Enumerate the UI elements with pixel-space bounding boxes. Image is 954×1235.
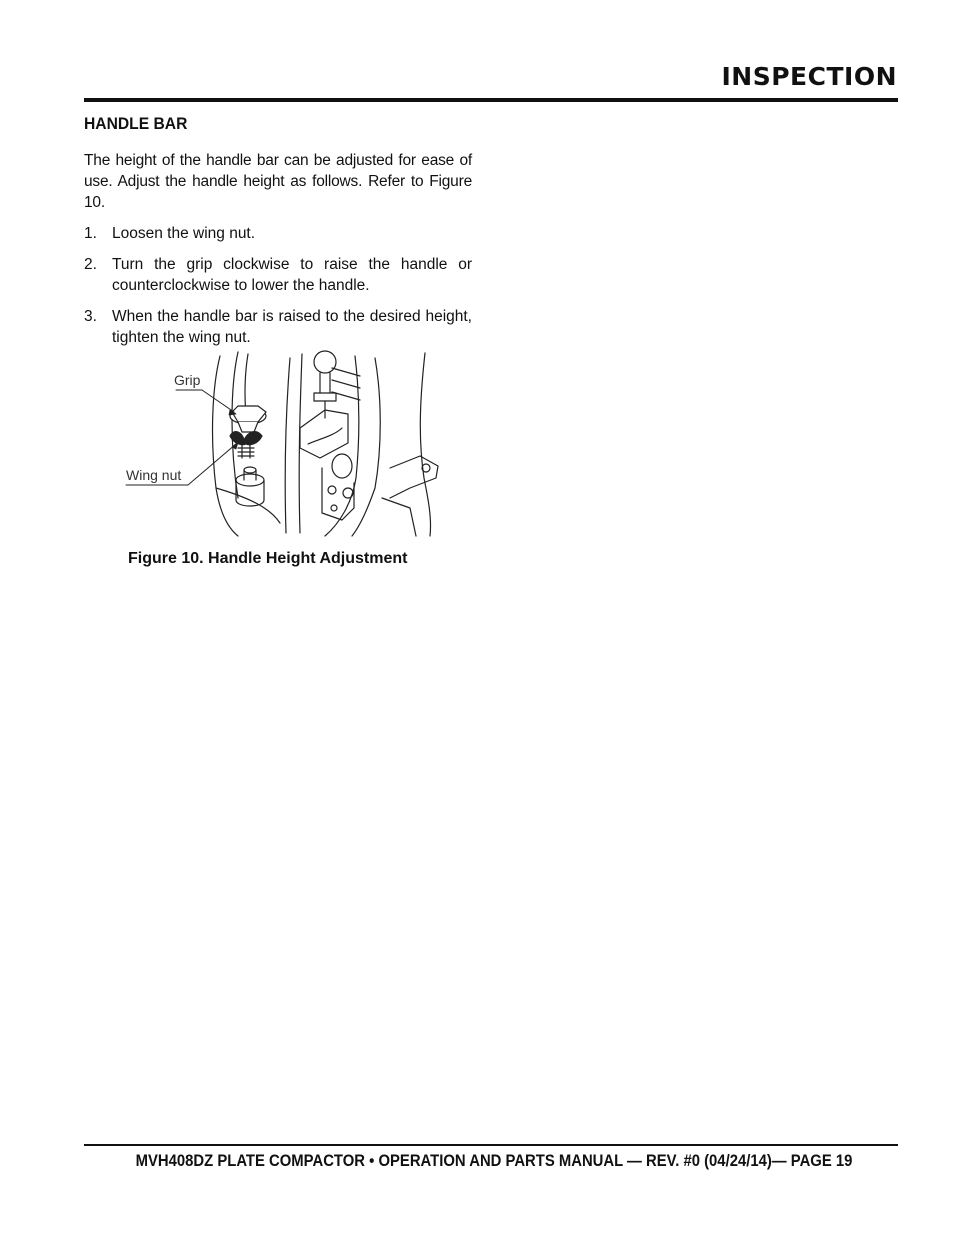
page-title: INSPECTION [721, 62, 897, 91]
step-number: 3. [84, 308, 97, 325]
wing-nut-callout: Wing nut [126, 467, 182, 483]
page-footer: MVH408DZ PLATE COMPACTOR • OPERATION AND PARTS MANUAL — REV. #0 (04/24/14)— PAGE 19 [135, 1152, 852, 1170]
body-column [84, 150, 472, 358]
header-rule [84, 98, 898, 102]
step-text: When the handle bar is raised to the desired height, tighten the wing nut. [112, 308, 472, 346]
list-item [84, 223, 472, 244]
grip-callout: Grip [174, 372, 201, 388]
steps-list [84, 223, 472, 348]
step-text: Loosen the wing nut. [112, 225, 256, 242]
list-item [84, 306, 472, 348]
handle-adjustment-figure [120, 348, 450, 538]
figure-caption: Figure 10. Handle Height Adjustment [128, 550, 408, 567]
step-number: 1. [84, 225, 97, 242]
handle-illustration [120, 348, 450, 538]
step-number: 2. [84, 256, 97, 273]
section-heading: HANDLE BAR [84, 114, 188, 133]
step-text: Turn the grip clockwise to raise the handle or counterclockwise to lower the handle. [112, 256, 472, 294]
footer-rule [84, 1144, 898, 1146]
list-item [84, 254, 472, 296]
intro-paragraph: The height of the handle bar can be adjusted for ease of use. Adjust the handle height as follows. Refer to Figure 10. [84, 152, 472, 211]
